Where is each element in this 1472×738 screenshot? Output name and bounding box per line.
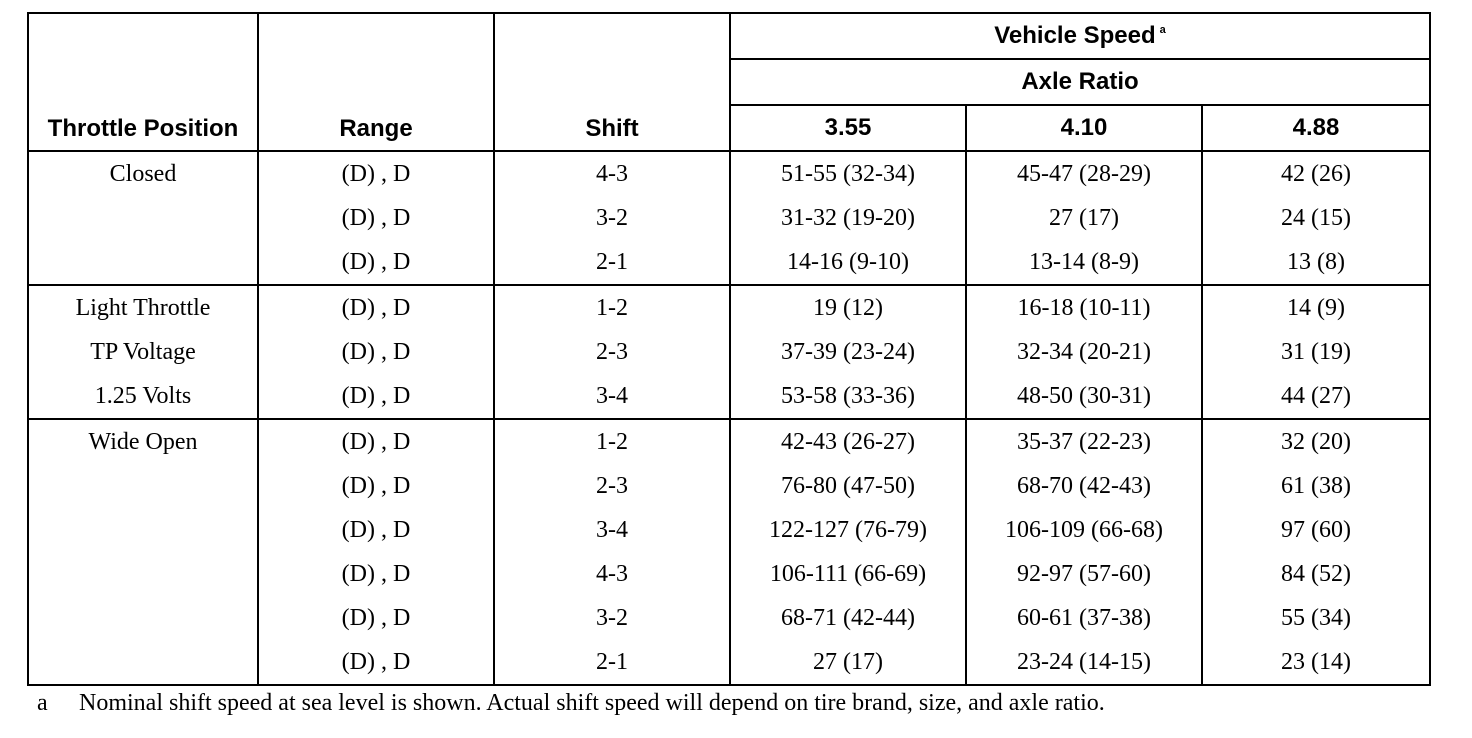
speed-cell-3-55: 76-80 (47-50) (730, 464, 966, 508)
speed-cell-4-88: 61 (38) (1202, 464, 1430, 508)
table-row (28, 596, 1430, 640)
speed-cell-3-55: 51-55 (32-34) (730, 151, 966, 196)
shift-header: Shift (494, 13, 730, 151)
speed-cell-3-55: 68-71 (42-44) (730, 596, 966, 640)
vehicle-speed-label: Vehicle Speed (994, 22, 1156, 49)
table-row (28, 330, 1430, 374)
ratio-header-3-55: 3.55 (730, 105, 966, 151)
footnote-text: Nominal shift speed at sea level is shown. Actual shift speed will depend on tire brand, size, and axle ratio. (79, 690, 1105, 716)
axle-ratio-header: Axle Ratio (730, 59, 1430, 105)
shift-cell: 3-4 (494, 508, 730, 552)
shift-speed-table (27, 12, 1431, 686)
speed-cell-4-88: 14 (9) (1202, 285, 1430, 330)
shift-cell: 1-2 (494, 285, 730, 330)
throttle-cell (28, 196, 258, 240)
throttle-cell: TP Voltage (28, 330, 258, 374)
speed-cell-3-55: 53-58 (33-36) (730, 374, 966, 419)
shift-cell: 2-1 (494, 640, 730, 685)
shift-cell: 4-3 (494, 552, 730, 596)
speed-cell-4-10: 27 (17) (966, 196, 1202, 240)
speed-cell-4-88: 97 (60) (1202, 508, 1430, 552)
table-row (28, 508, 1430, 552)
throttle-cell (28, 640, 258, 685)
speed-cell-4-10: 16-18 (10-11) (966, 285, 1202, 330)
throttle-cell (28, 552, 258, 596)
shift-cell: 3-2 (494, 196, 730, 240)
ratio-header-4-10: 4.10 (966, 105, 1202, 151)
throttle-cell: 1.25 Volts (28, 374, 258, 419)
speed-cell-3-55: 42-43 (26-27) (730, 419, 966, 464)
speed-cell-3-55: 122-127 (76-79) (730, 508, 966, 552)
throttle-cell: Wide Open (28, 419, 258, 464)
speed-cell-4-88: 84 (52) (1202, 552, 1430, 596)
speed-cell-4-88: 13 (8) (1202, 240, 1430, 285)
table-row (28, 240, 1430, 285)
shift-cell: 2-3 (494, 464, 730, 508)
speed-cell-3-55: 37-39 (23-24) (730, 330, 966, 374)
throttle-cell (28, 464, 258, 508)
throttle-cell (28, 596, 258, 640)
shift-cell: 2-1 (494, 240, 730, 285)
speed-cell-4-88: 23 (14) (1202, 640, 1430, 685)
throttle-cell (28, 240, 258, 285)
throttle-cell (28, 508, 258, 552)
throttle-cell: Light Throttle (28, 285, 258, 330)
speed-cell-4-10: 35-37 (22-23) (966, 419, 1202, 464)
footnote-mark: a (37, 690, 48, 716)
table-row (28, 552, 1430, 596)
shift-cell: 4-3 (494, 151, 730, 196)
speed-cell-4-88: 24 (15) (1202, 196, 1430, 240)
shift-cell: 3-2 (494, 596, 730, 640)
throttle-position-header: Throttle Position (28, 13, 258, 151)
speed-cell-4-88: 42 (26) (1202, 151, 1430, 196)
vehicle-speed-footnote-mark: a (1159, 24, 1166, 36)
speed-cell-4-10: 68-70 (42-43) (966, 464, 1202, 508)
vehicle-speed-header (730, 13, 1430, 59)
speed-cell-3-55: 19 (12) (730, 285, 966, 330)
range-cell: (D) , D (258, 285, 494, 330)
speed-cell-3-55: 106-111 (66-69) (730, 552, 966, 596)
speed-cell-4-10: 60-61 (37-38) (966, 596, 1202, 640)
ratio-header-4-88: 4.88 (1202, 105, 1430, 151)
speed-cell-4-88: 44 (27) (1202, 374, 1430, 419)
table-row (28, 640, 1430, 685)
speed-cell-4-10: 92-97 (57-60) (966, 552, 1202, 596)
range-cell: (D) , D (258, 552, 494, 596)
range-cell: (D) , D (258, 419, 494, 464)
speed-cell-4-10: 45-47 (28-29) (966, 151, 1202, 196)
range-cell: (D) , D (258, 464, 494, 508)
range-cell: (D) , D (258, 330, 494, 374)
speed-cell-4-10: 106-109 (66-68) (966, 508, 1202, 552)
range-cell: (D) , D (258, 596, 494, 640)
speed-cell-4-10: 32-34 (20-21) (966, 330, 1202, 374)
speed-cell-3-55: 31-32 (19-20) (730, 196, 966, 240)
speed-cell-4-88: 32 (20) (1202, 419, 1430, 464)
range-cell: (D) , D (258, 240, 494, 285)
range-cell: (D) , D (258, 640, 494, 685)
throttle-cell: Closed (28, 151, 258, 196)
table-row (28, 196, 1430, 240)
speed-cell-4-88: 31 (19) (1202, 330, 1430, 374)
speed-cell-4-10: 23-24 (14-15) (966, 640, 1202, 685)
range-cell: (D) , D (258, 508, 494, 552)
range-cell: (D) , D (258, 151, 494, 196)
table-row (28, 374, 1430, 419)
table-footnote (37, 690, 1105, 717)
speed-cell-3-55: 27 (17) (730, 640, 966, 685)
speed-cell-4-10: 48-50 (30-31) (966, 374, 1202, 419)
table-row (28, 151, 1430, 196)
speed-cell-4-88: 55 (34) (1202, 596, 1430, 640)
table-row (28, 464, 1430, 508)
speed-cell-4-10: 13-14 (8-9) (966, 240, 1202, 285)
range-header: Range (258, 13, 494, 151)
table-row (28, 285, 1430, 330)
shift-cell: 3-4 (494, 374, 730, 419)
range-cell: (D) , D (258, 374, 494, 419)
shift-cell: 1-2 (494, 419, 730, 464)
shift-speed-table-container (27, 12, 1431, 686)
shift-cell: 2-3 (494, 330, 730, 374)
range-cell: (D) , D (258, 196, 494, 240)
table-row (28, 419, 1430, 464)
speed-cell-3-55: 14-16 (9-10) (730, 240, 966, 285)
